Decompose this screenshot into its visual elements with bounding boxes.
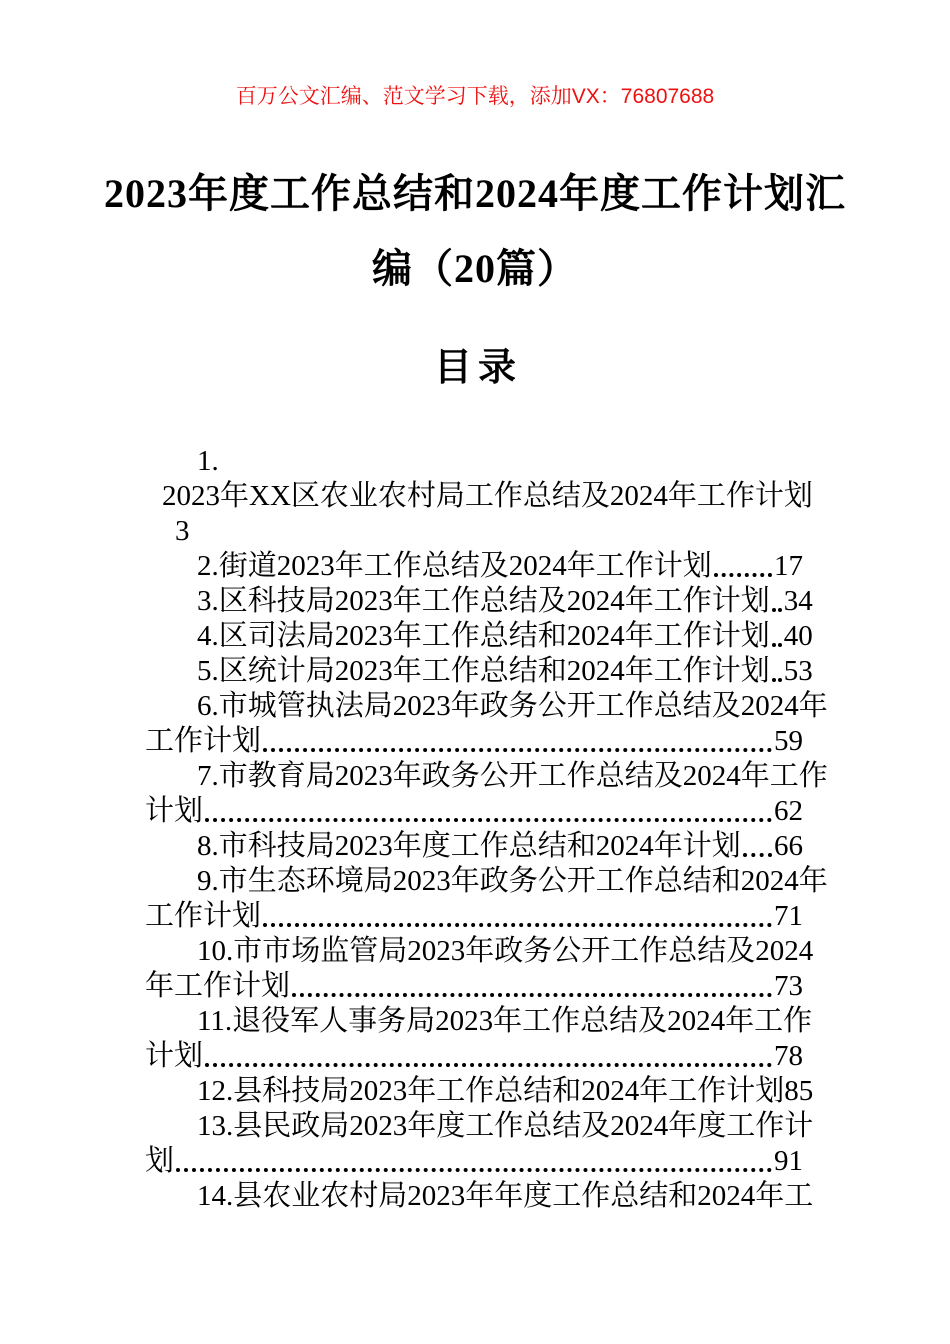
dot-leader — [772, 654, 782, 689]
toc-entry-text: 4.区司法局2023年工作总结和2024年工作计划 — [197, 620, 770, 652]
toc-entry-text: 2023年XX区农业农村局工作总结及2024年工作计划 — [162, 480, 813, 512]
toc-line — [145, 1074, 814, 1109]
toc-line — [145, 864, 828, 899]
dot-leader — [772, 619, 782, 654]
toc-line — [145, 794, 803, 829]
toc-line — [145, 619, 813, 654]
toc-line — [145, 1179, 814, 1214]
toc-line — [145, 584, 813, 619]
toc-entry-text: 划 — [145, 1145, 175, 1177]
toc-page-number: 78 — [774, 1040, 803, 1072]
toc-line — [145, 829, 803, 864]
toc-page-number: 66 — [774, 830, 803, 862]
toc-page-number: 91 — [774, 1145, 803, 1177]
toc-page-number: 53 — [783, 655, 813, 687]
toc-entry-text: 8.市科技局2023年度工作总结和2024年计划 — [197, 830, 741, 862]
toc-line — [145, 899, 803, 934]
toc-entry-text: 工作计划 — [145, 900, 262, 932]
dot-leader — [263, 899, 772, 934]
dot-leader — [176, 1144, 772, 1179]
dot-leader — [743, 829, 772, 864]
dot-leader — [205, 794, 772, 829]
toc-entry-text: 10.市市场监管局2023年政务公开工作总结及2024 — [197, 935, 814, 967]
toc-entry-text: 3 — [175, 515, 190, 547]
toc-page-number: 17 — [774, 550, 803, 582]
toc-entry-text: 12.县科技局2023年工作总结和2024年工作计划 — [197, 1075, 785, 1107]
toc-page-number: 73 — [774, 970, 803, 1002]
toc-page-number: 40 — [783, 620, 813, 652]
toc-entry-text: 11.退役军人事务局2023年工作总结及2024年工作 — [197, 1005, 813, 1037]
toc-line — [145, 654, 813, 689]
header-promo-text: 百万公文汇编、范文学习下载，添加VX：76807688 — [235, 85, 715, 108]
toc-heading: 目录 — [433, 347, 522, 389]
toc-entry-text: 1. — [197, 445, 219, 477]
toc-entry-text: 7.市教育局2023年政务公开工作总结及2024年工作 — [197, 760, 828, 792]
toc-line — [145, 444, 803, 479]
toc-line — [145, 479, 813, 514]
toc-entry-text: 9.市生态环境局2023年政务公开工作总结和2024年 — [197, 865, 828, 897]
toc-entry-text: 工作计划 — [145, 725, 262, 757]
toc-entry-text: 2.街道2023年工作总结及2024年工作计划 — [197, 550, 712, 582]
toc-line — [145, 1039, 803, 1074]
toc-line — [145, 1144, 803, 1179]
toc-entry-text: 6.市城管执法局2023年政务公开工作总结及2024年 — [197, 690, 828, 722]
toc-line — [145, 514, 803, 549]
toc-page-number: 59 — [774, 725, 803, 757]
toc-entry-text: 计划 — [145, 795, 204, 827]
toc-line — [145, 724, 803, 759]
toc-line — [145, 549, 803, 584]
title-line-1: 2023年度工作总结和2024年度工作计划汇 — [104, 171, 846, 216]
dot-leader — [292, 969, 772, 1004]
toc-line — [145, 1004, 813, 1039]
toc-entry-text: 计划 — [145, 1040, 204, 1072]
dot-leader — [205, 1039, 772, 1074]
toc-line — [145, 689, 828, 724]
toc-line — [145, 969, 803, 1004]
toc-page-number: 71 — [774, 900, 803, 932]
toc-page-number: 85 — [784, 1075, 814, 1107]
toc-line — [145, 759, 828, 794]
toc-entry-text: 年工作计划 — [145, 970, 291, 1002]
toc-line — [145, 1109, 814, 1144]
dot-leader — [772, 584, 782, 619]
toc-list — [0, 444, 950, 1214]
toc-page-number: 34 — [783, 585, 813, 617]
dot-leader — [714, 549, 772, 584]
toc-page-number: 62 — [774, 795, 803, 827]
toc-line — [145, 934, 814, 969]
toc-entry-text: 3.区科技局2023年工作总结及2024年工作计划 — [197, 585, 770, 617]
toc-entry-text: 13.县民政局2023年度工作总结及2024年度工作计 — [197, 1110, 814, 1142]
document-title — [60, 156, 890, 306]
toc-entry-text: 14.县农业农村局2023年年度工作总结和2024年工 — [197, 1180, 814, 1212]
dot-leader — [263, 724, 772, 759]
toc-entry-text: 5.区统计局2023年工作总结和2024年工作计划 — [197, 655, 770, 687]
title-line-2: 编（20篇） — [372, 246, 578, 291]
